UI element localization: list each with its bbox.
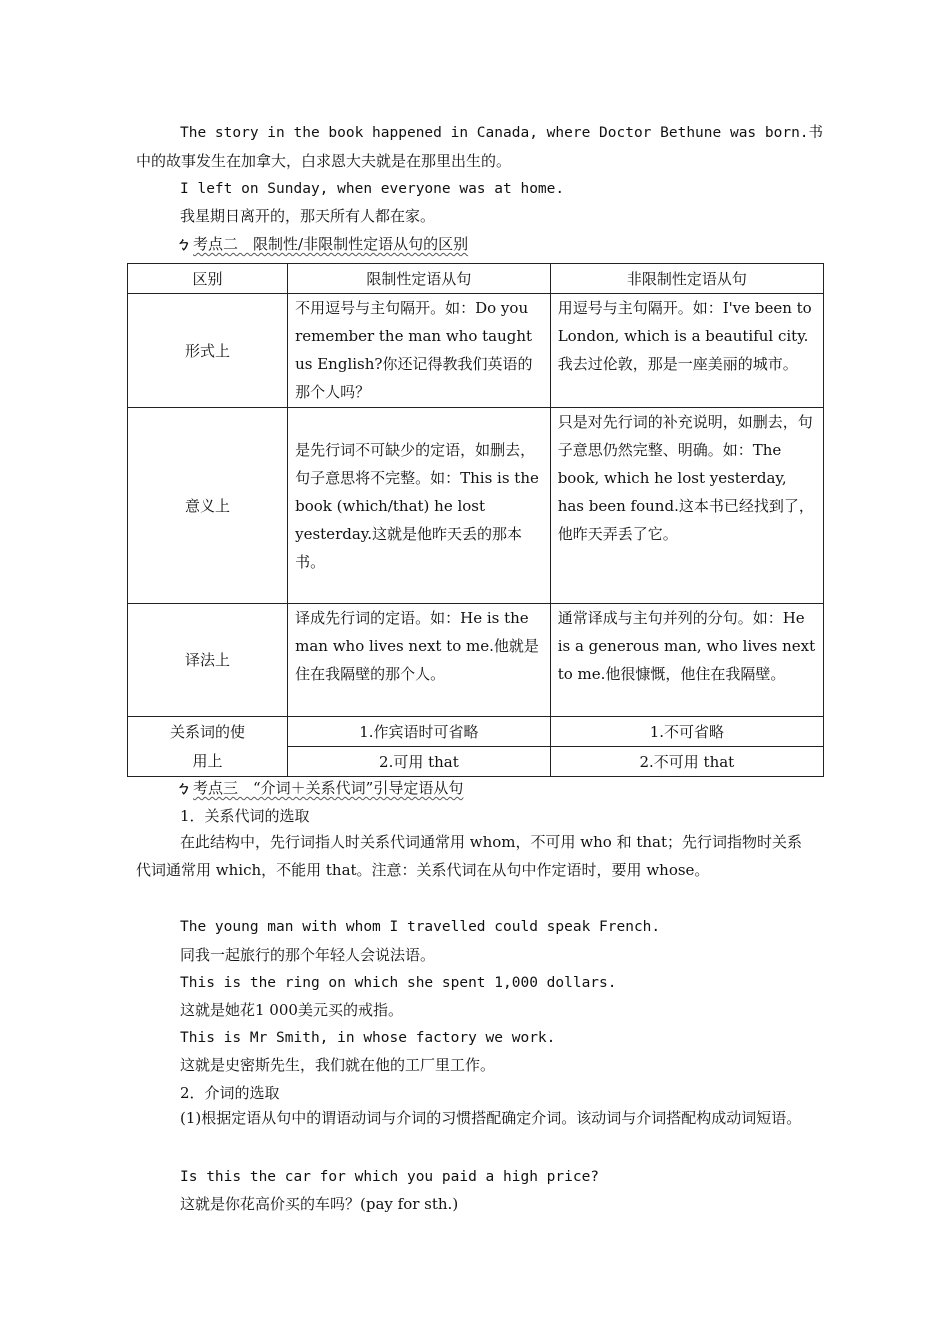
restrictive-cell: 是先行词不可缺少的定语，如删去，句子意思将不完整。如：This is the book (which/that) he lost yesterday.这就是他昨天丢的那本书。	[288, 408, 551, 604]
table-row	[128, 294, 824, 408]
comparison-table	[127, 263, 824, 777]
subsection-1-body: 在此结构中，先行词指人时关系代词通常用 whom，不可用 who 和 that；先行词指物时关系代词通常用 which，不能用 that。注意：关系代词在从句中作定语时，要用 whose。	[136, 833, 803, 879]
intro-line-1: The story in the book happened in Canada, where Doctor Bethune was born.书	[180, 125, 824, 141]
restrictive-cell: 2.可用 that	[288, 747, 551, 777]
nonrestrictive-cell: 2.不可用 that	[550, 747, 823, 777]
table-header-cell: 区别	[128, 264, 288, 294]
example-1-zh: 同我一起旅行的那个年轻人会说法语。	[180, 946, 436, 964]
example-3-en: This is Mr Smith, in whose factory we work.	[180, 1030, 556, 1046]
row-label: 形式上	[128, 294, 288, 408]
nonrestrictive-cell: 1.不可省略	[550, 717, 823, 747]
nonrestrictive-cell: 通常译成与主句并列的分句。如：He is a generous man, who lives next to me.他很慷慨，他住在我隔壁。	[550, 604, 823, 717]
section-3-heading	[176, 778, 463, 798]
row-label: 关系词的使用上	[128, 717, 288, 777]
intro-example-zh: 我星期日离开的，那天所有人都在家。	[180, 207, 436, 225]
example-2-en: This is the ring on which she spent 1,000 dollars.	[180, 975, 617, 991]
table-header-cell: 非限制性定语从句	[550, 264, 823, 294]
section-2-title: 考点二 限制性/非限制性定语从句的区别	[193, 235, 469, 253]
table-row	[128, 604, 824, 717]
subsection-1-title: 1．关系代词的选取	[180, 807, 310, 825]
restrictive-cell: 不用逗号与主句隔开。如：Do you remember the man who taught us English?你还记得教我们英语的那个人吗？	[288, 294, 551, 408]
example-1-en: The young man with whom I travelled could speak French.	[180, 919, 661, 935]
example-2-zh: 这就是她花1 000美元买的戒指。	[180, 1001, 403, 1019]
nonrestrictive-cell: 只是对先行词的补充说明，如删去，句子意思仍然完整、明确。如：The book, which he lost yesterday, has been found.这本书已经找到了，他昨天弄丢了它。	[550, 408, 823, 604]
example-4-en: Is this the car for which you paid a high price?	[180, 1169, 600, 1185]
row-label: 译法上	[128, 604, 288, 717]
subsection-2-body: (1)根据定语从句中的谓语动词与介词的习惯搭配确定介词。该动词与介词搭配构成动词短语。	[180, 1109, 802, 1127]
restrictive-cell: 译成先行词的定语。如：He is the man who lives next to me.他就是住在我隔壁的那个人。	[288, 604, 551, 717]
nonrestrictive-cell: 用逗号与主句隔开。如：I've been to London, which is a beautiful city.我去过伦敦，那是一座美丽的城市。	[550, 294, 823, 408]
section-2-heading	[176, 234, 468, 254]
example-4-zh: 这就是你花高价买的车吗？(pay for sth.)	[180, 1195, 459, 1213]
table-header-cell: 限制性定语从句	[288, 264, 551, 294]
restrictive-cell: 1.作宾语时可省略	[288, 717, 551, 747]
table-row	[128, 408, 824, 604]
section-marker-icon: ㄅ	[176, 779, 192, 797]
subsection-2-title: 2．介词的选取	[180, 1084, 280, 1102]
section-marker-icon: ㄅ	[176, 235, 192, 253]
example-3-zh: 这就是史密斯先生，我们就在他的工厂里工作。	[180, 1056, 496, 1074]
intro-example-en: I left on Sunday, when everyone was at home.	[180, 181, 565, 197]
intro-line-2: 中的故事发生在加拿大，白求恩大夫就是在那里出生的。	[136, 152, 512, 170]
table-header-row	[128, 264, 824, 294]
table-row	[128, 717, 824, 747]
row-label: 意义上	[128, 408, 288, 604]
section-3-title: 考点三 “介词＋关系代词”引导定语从句	[193, 779, 464, 797]
